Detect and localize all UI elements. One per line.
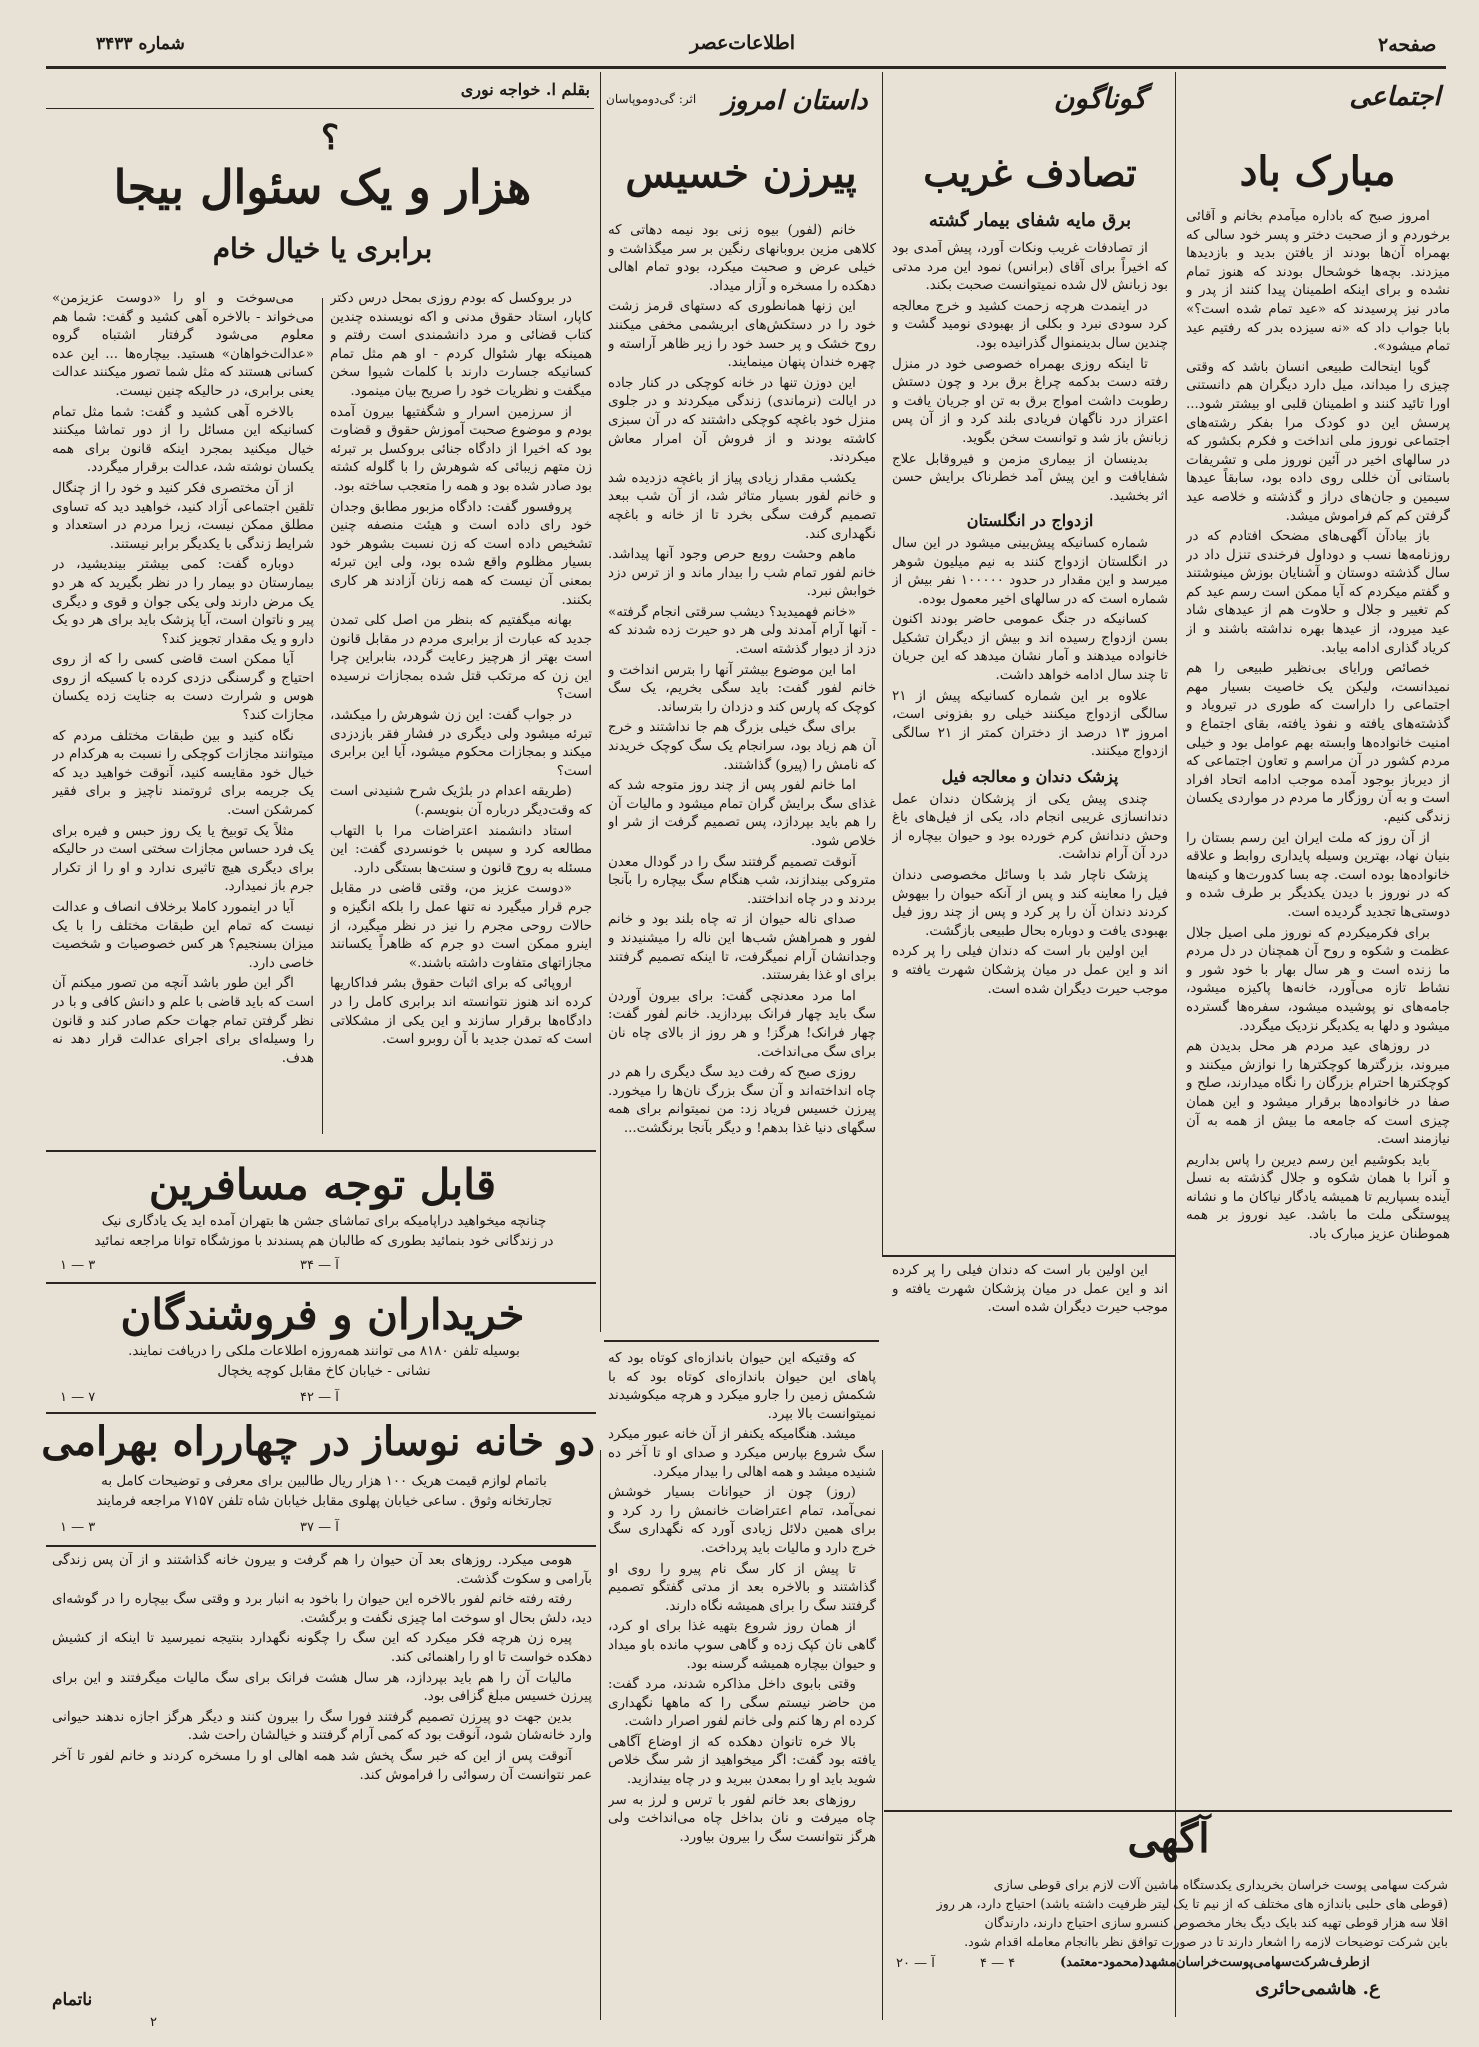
ad-line: چنانچه میخواهید دراپامیکه برای تماشای جشن ها بتهران آمده اید یک یادگاری نیک	[101, 1214, 547, 1229]
ad-rule-4	[46, 1545, 596, 1547]
ad-line: شرکت سهامی پوست خراسان بخریداری یکدستگاه ماشین آلات لازم برای قوطی سازی	[993, 1877, 1448, 1892]
section-misc: گوناگون	[1053, 82, 1147, 115]
paragraph: در جواب گفت: این زن شوهرش را میکشد، تبرئه میشود ولی دیگری در فشار فقر بازدزدی میکند و بمجازات محکوم میشود، آیا این برابری است؟	[330, 708, 592, 779]
paragraph: این دوزن تنها در خانه کوچکی در کنار جاده در ایالت (نرماندی) زندگی میکردند و در جلوی منزل خود باغچه کوچکی داشتند که در آن سبزی کاشته بودند و از فروش آن امرار معاش میکردند.	[608, 375, 876, 466]
ad-line: (قوطی های حلبی باندازه های مختلف که از نیم تا یک لیتر ظرفیت داشته باشد) احتیاج دارد، هر روز	[936, 1896, 1448, 1911]
paragraph: از سرزمین اسرار و شگفتیها بیرون آمده بودم و موضوع صحبت آموزش حقوق و قضاوت بود که اخیرا از دادگاه جنائی بروکسل بر تبرئه زن متهم زیبائی که شوهرش را با گلوله کشته بود صادر شده بود و همه را متعجب ساخته بود.	[330, 404, 592, 494]
ad-code: ۳ — ۱	[60, 1520, 96, 1535]
masthead-rule	[46, 66, 1446, 69]
paragraph: از تصادفات غریب ونکات آورد، پیش آمدی بود که اخیراً برای آقای (برانس) نمود این مرد مدتی بود زبانش لال شده نمیتوانست صحبت بکند.	[892, 241, 1168, 294]
story-bottom-rule	[604, 1340, 879, 1342]
paragraph: بدینسان از بیماری مزمن و فیروقابل علاج شفایافت و این پیش آمد خطرناک برایش حسن اثر بخشید.	[892, 451, 1168, 504]
paragraph: استاد دانشمند اعتراضات مرا با التهاب مطالعه کرد و سپس با خونسردی گفت: این مسئله به روح قانون و سنت‌ها بستگی دارد.	[330, 823, 592, 876]
ad-rule-2	[46, 1282, 596, 1284]
notice-rule-top	[884, 1810, 1452, 1812]
paragraph: تا پیش از کار سگ نام پیرو را روی او گذاشتند و بالاخره بعد از مدتی گفتگو تصمیم گرفتند سگ را برای همیشه نگاه دارند.	[608, 1561, 876, 1614]
paragraph: باید بکوشیم این رسم دیرین را پاس بداریم و آنرا با همان شکوه و جلال گذشته به نسل آینده بسپاریم تا همیشه یادگار نیاکان ما و نشانه پیوستگی ملت ما باشد. عید نوروز بر همه هموطنان عزیز مبارک باد.	[1186, 1152, 1450, 1243]
ad-line: نشانی - خیابان کاخ مقابل کوچه یخچال	[217, 1364, 431, 1379]
article-title-accident: تصادف غریب	[923, 150, 1137, 195]
section-story: داستان امروز	[722, 86, 868, 116]
paragraph: از همان روز شروع بتهیه غذا برای او کرد، گاهی نان کپک زده و گاهی سوپ مانده باو میداد و حیوان بیچاره همیشه گرسنه بود.	[608, 1619, 876, 1672]
divider-inner	[322, 298, 323, 1134]
article-body-questions-left	[52, 290, 314, 1135]
paragraph: مالیات آن را هم باید بپردازد، هر سال هشت فرانک برای سگ مالیات میگرفتند و این برای پیرزن خسیس مبلغ گزافی بود.	[52, 1670, 592, 1705]
paragraph: این زنها همانطوری که دستهای قرمز زشت خود را در دستکش‌های ابریشمی مخفی میکنند روح خشک و پر حسد خود را زیر ظاهر آراسته و چهره خندان پنهان مینمایند.	[608, 299, 876, 371]
ad-passengers-text	[56, 1212, 592, 1252]
divider-1	[1175, 72, 1176, 2017]
paragraph: خانم (لفور) بیوه زنی بود نیمه دهاتی که کلاهی مزین بروبانهای رنگین بر سر میگذاشت و خیلی عرض و صحبت میکرد، بودو تمام اهالی دهکده را مسخره و آزار میداد.	[608, 223, 876, 294]
paragraph: روزهای بعد خانم لفور با ترس و لرز به سر چاه میرفت و نان بداخل چاه می‌انداخت ولی هرگز نتوانست سگ را بیرون بیاورد.	[608, 1792, 876, 1845]
ad-line: اقلا سه هزار قوطی تهیه کند بایک دیگ بخار مخصوص کنسرو سازی احتیاج دارند، دارندگان	[984, 1915, 1448, 1930]
paragraph: اما مرد معدنچی گفت: برای بیرون آوردن سگ باید چهار فرانک بپردازید. خانم لفور گفت: چهار فرانک! هرگز! و هر روز از بالای چاه نان برای سگ می‌انداخت.	[608, 988, 876, 1060]
article-subtitle-equality: برابری یا خیال خام	[212, 232, 433, 265]
article-title-mobarak: مبارک باد	[1239, 148, 1396, 195]
paragraph: کسانیکه در جنگ عمومی حاضر بودند اکنون بسن ازدواج رسیده اند و بیش از دیگران تشکیل خانواده میدهند و آمار نشان میدهد که این جریان تا چند سال ادامه خواهد داشت.	[892, 612, 1168, 684]
ad-title-passengers: قابل توجه مسافرین	[148, 1160, 497, 1209]
misc-bottom	[892, 1262, 1168, 1802]
paragraph: پزشک ناچار شد با وسائل مخصوصی دندان فیل را معاینه کند و پس از آنکه حیوان را بیهوش کردند دندان آن را پر کرد و پس از چند روز فیل بهبودی یافت و دوباره بحال طبیعی بازگشت.	[892, 868, 1168, 939]
paragraph: آنوقت پس از این که خبر سگ پخش شد همه اهالی او را مسخره کردند و خانم لفور تا آخر عمر نتوانست آن رسوائی را فراموش کند.	[52, 1748, 592, 1783]
paragraph: روزی صبح که رفت دید سگ دیگری را هم در چاه انداخته‌اند و آن سگ بزرگ نان‌ها را میخورد. پیرزن خسیس فریاد زد: من نمیتوانم برای همه سگهای دنیا غذا بدهم! و دیگر بآنجا برنگشت...	[608, 1065, 876, 1136]
article-body-story	[608, 222, 876, 1322]
paragraph: اما خانم لفور پس از چند روز متوجه شد که غذای سگ برایش گران تمام میشود و مالیات آن را هم باید بپردازد، پس تصمیم گرفت از شر او خلاص شود.	[608, 778, 876, 849]
paragraph: علاوه بر این شماره کسانیکه پیش از ۲۱ سالگی ازدواج میکنند خیلی رو بفزونی است، امروز ۱۳ درصد از دختران کمتر از ۲۱ سالگی ازدواج میکنند.	[892, 688, 1168, 760]
paragraph: (طریقه اعدام در بلژیک شرح شنیدنی است که وقت‌دیگر درباره آن بنویسم.)	[330, 784, 592, 819]
issue-number: شماره ۳۴۳۳	[96, 34, 185, 54]
paragraph: می‌سوخت و او را «دوست عزیزمن» می‌خواند - بالاخره آهی کشید و گفت: شما هم معلوم می‌شود گرفتار اشتباه گروه «عدالت‌خواهان» هستید. بیچاره‌ها ... این عده کسانی هستند که مثل شما تصور میکنند عدالت یعنی برابری، در حالیکه چنین نیست.	[52, 291, 314, 399]
paragraph: بدین جهت دو پیرزن تصمیم گرفتند فورا سگ را بیرون کنند و دیگر هرگز اجازه ندهند حیوانی وارد خانه‌شان شود، آنوقت بود که کمی آرام گرفتند و خیالشان راحت شد.	[52, 1709, 592, 1744]
ad-title-buyers: خریداران و فروشندگان	[120, 1290, 525, 1339]
article-body-misc	[892, 240, 1168, 1245]
paragraph: برای فکرمیکردم که نوروز ملی اصیل جلال عظمت و شکوه و روح آن همچنان در دل مردم ما زنده است و هر سال بهار با خود شور و نشاط تازه می‌آورد، خانه‌ها پاکیزه میشود، جامه‌های نو پوشیده میشود، سفره‌ها گسترده میشود و دلها به یکدیگر نزدیک میگردد.	[1186, 925, 1450, 1034]
article-title-questions: هزار و یک سئوال بیجا	[113, 160, 532, 214]
paragraph: نگاه کنید و بین طبقات مختلف مردم که میتوانند مجازات کوچکی را نسبت به هرکدام در خیال خود مقایسه کنید، آنوقت خواهید دید که یک جریمه برای ثروتمند ناچیز و برای فقیر کمرشکن است.	[52, 728, 314, 819]
paragraph: تا اینکه روزی بهمراه خصوصی خود در منزل رفته دست بدکمه چراغ برق برد و چون دستش رطوبت داشت امواج برق به تن او جریان یافت و اعتراز درد ناگهان فریادی بلند کرد و از آن پس زبانش باز شد و توانست سخن بگوید.	[892, 356, 1168, 446]
paragraph: ماهم وحشت روبع حرص وجود آنها پیداشد. خانم لفور تمام شب را بیدار ماند و از ترس دزد خوابش نبرد.	[608, 547, 876, 600]
notice-rule	[882, 1255, 1175, 1257]
ad-line: در زندگانی خود بنمائید بطوری که طالبان هم پسندند با موزشگاه توانا مراجعه نمائید	[94, 1234, 554, 1249]
story-bottom	[608, 1350, 876, 2010]
paragraph: (روز) چون از حیوانات بسیار خوشش نمی‌آمد، تمام اعتراضات خانمش را رد کرد و برای همین دلائل زیادی آورد که نگهداری سگ خرج دارد و مالیات باید پرداخت.	[608, 1485, 876, 1556]
ad-line: باین شرکت توضیحات لازمه را اشعار دارند تا در صورت توافق نظر باانجام معامله اقدام شود.	[964, 1934, 1448, 1949]
paragraph: پروفسور گفت: دادگاه مزبور مطابق وجدان خود رای داده است و هیئت منصفه چنین تشخیص داده است که زن نسبت بشوهر خود بسیار مظلوم واقع شده بود، ولی این تبرئه بمعنی آن نیست که همه زنان آزادند هر کاری بکنند.	[330, 499, 592, 608]
paragraph: برای سگ خیلی بزرگ هم جا نداشتند و خرج آن هم زیاد بود، سرانجام یک سگ کوچک خریدند که نامش را (پیرو) گذاشتند.	[608, 720, 876, 773]
byline-rule	[46, 108, 594, 109]
paragraph: خصائص ورایای بی‌نظیر طبیعی را هم نمیدانست، ولیکن یک خاصیت بسیار مهم اجتماعی را داراست که طوری در تیرویاد و گذشته‌های یافته و نفوذ یافته، بقای اجتماع و امنیت خانواده‌ها وابسته بهم عوامل بود و خیلی مردم کشور در آن مراسم و تعاون اجتماعی که از دیرباز بوجود آمده موجب ادامه اتحاد افراد است و به آن روزگار ما مردم در مواردی یکسان زندگی کنیم.	[1186, 661, 1450, 825]
notice-signature: ازطرف‌شرکت‌سهامی‌پوست‌خراسان‌مشهد(محمود-معتمد)	[1060, 1955, 1370, 1970]
divider-3	[600, 72, 601, 1332]
ad-buyers-text	[56, 1342, 592, 1382]
paragraph: اروپائی که برای اثبات حقوق بشر فداکاریها کرده اند هنوز نتوانسته اند برابری کامل را در دادگاه‌ها برقرار سازند و این یکی از مشکلاتی است که تمدن جدید با آن روبرو است.	[330, 976, 592, 1048]
paragraph: پیره زن هرچه فکر میکرد که این سگ را چگونه نگهدارد بنتیجه نمیرسید تا اینکه از کشیش دهکده خواست تا او را راهنمائی کند.	[52, 1631, 592, 1665]
ad-code: آ — ۳۷	[300, 1520, 339, 1535]
author-hashemi: ع. هاشمی‌حائری	[1255, 1978, 1380, 1999]
paragraph: بهانه میگفتیم که بنظر من اصل کلی تمدن جدید که عبارت از برابری مردم در مقابل قانون است بهتر از هرچیز رعایت گردد، بنابراین چرا این زن که مرتکب قتل شده بمجازات نرسیده است؟	[330, 613, 592, 703]
paragraph: باز بیادآن آگهی‌های مضحک افتادم که در روزنامه‌ها نسب و دوداول فرخندی تنزل داد در سال گذشته دوستان و آشنایان بوزش مینوشتند و گفتم میکردم که آیا ممکن است رسم عید کم کم تغییر و جلال و حلاوت هم از عید‌های شاد عید میرود، از عیدها بهره نداشته باشند و از کریاد گذاری ادامه بیابد.	[1186, 529, 1450, 656]
question-mark: ؟	[320, 118, 340, 158]
paragraph: اگر این طور باشد آنچه من تصور میکنم آن است که باید قاضی با علم و دانش کافی و با در نظر گرفتن تمام جهات حکم صادر کند و قانون را وسیله‌ای برای اجرای عدالت قرار دهد نه هدف.	[52, 976, 314, 1066]
byline-khajeh-nouri: بقلم ا. خواجه نوری	[460, 80, 590, 99]
paragraph: که وقتیکه این حیوان باندازه‌ای کوتاه بود که پاهای این حیوان باندازه‌ای کوتاه بود که با شکمش زمین را جارو میکرد و هرچه میکوشیدند نمیتوانست بالا بپرد.	[608, 1351, 876, 1422]
ad-code: آ — ۲۰	[896, 1956, 935, 1971]
section-social: اجتماعی	[1349, 82, 1441, 112]
paragraph: هومی میکرد. روزهای بعد آن حیوان را هم گرفت و بیرون خانه گذاشتند و از آن پس زندگی بآرامی و سکوت گذشت.	[52, 1553, 592, 1587]
paper-name: اطلاعات‌عصر	[690, 32, 796, 54]
divider-4	[600, 1450, 601, 2020]
divider-2	[882, 72, 883, 1257]
paragraph: در اینمدت هرچه زحمت کشید و خرج معالجه کرد سودی نبرد و بکلی از بهبودی نومید گشت و چندین سال بدینمنوال گذرانیده بود.	[892, 298, 1168, 351]
ad-code: ۴ — ۴	[980, 1956, 1016, 1971]
ad-code: ۳ — ۱	[60, 1258, 96, 1273]
paragraph: دوباره گفت: کمی بیشتر بیندیشید، در بیمارستان دو بیمار را در نظر بگیرید که هر دو یک مرض دارند ولی یکی جوان و قوی و دیگری پیر و ناتوان است، آیا پزشک باید برای هر دو یک دارو و یک مقدار تجویز کند؟	[52, 557, 314, 647]
questions-bottom	[52, 1552, 592, 1992]
article-body-questions-right	[330, 290, 592, 1135]
article-subtitle-electric: برق مایه شفای بیمار گشته	[928, 210, 1132, 231]
paragraph: در بروکسل که بودم روزی بمحل درس دکتر کاپار، استاد حقوق مدنی و اکه نویسنده چندین کتاب قضائی و مرد دانشمندی است رفتم و همینکه بهار شئوال کردم - او هم مثل تمام کسانیکه جسارت دارند با کلمات شیوا سخن میگفت و نظریات خود را صریح بیان مینمود.	[330, 291, 592, 399]
paragraph: آیا ممکن است قاضی کسی را که از روی احتیاج و گرسنگی دزدی کرده با کسیکه از روی هوس و شرارت دست به جنایت زده یکسان مجازات کند؟	[52, 652, 314, 724]
paragraph: این اولین بار است که دندان فیلی را پر کرده اند و این عمل در میان پزشکان شهرت یافته و موجب حیرت دیگران شده است.	[892, 944, 1168, 997]
paragraph: یکشب مقدار زیادی پیاز از باغچه دزدیده شد و خانم لفور بسیار متاثر شد، از آن شب ببعد تصمیم گرفت سگی بخرد تا از خانه و باغچه نگهداری کند.	[608, 470, 876, 542]
subheading-dentist: پزشک دندان و معالجه فیل	[941, 767, 1119, 787]
article-title-miser: پیرزن خسیس	[625, 150, 857, 197]
continued-label: ناتمام	[52, 1990, 93, 2010]
ad-line: تجارتخانه وثوق . ساعی خیابان پهلوی مقابل خیابان شاه تلفن ۷۱۵۷ مراجعه فرمایند	[96, 1494, 552, 1509]
page-number: صفحه۲	[1378, 34, 1437, 56]
paragraph: میشد. هنگامیکه یکنفر از آن خانه عبور میکرد سگ شروع بپارس میکرد و صدای او تا آخر ده شنیده میشد و همه اهالی را بیدار میکرد.	[608, 1427, 876, 1480]
ad-code: ۷ — ۱	[60, 1390, 96, 1405]
ad-rule-3	[46, 1412, 596, 1414]
paragraph: «دوست عزیز من، وقتی قاضی در مقابل جرم قرار میگیرد نه تنها عمل را بلکه انگیزه و حالات روحی مجرم را نیز در نظر میگیرد، از اینرو ممکن است دو جرم که ظاهراً یکسانند مجازاتهای متفاوت داشته باشند.»	[330, 881, 592, 971]
paragraph: این اولین بار است که دندان فیلی را پر کرده اند و این عمل در میان پزشکان شهرت یافته و موجب حیرت دیگران شده است.	[892, 1263, 1168, 1316]
paragraph: چندی پیش یکی از پزشکان دندان عمل دندانسازی غریبی انجام داد، یکی از فیل‌های باغ وحش دندانش کرم خورده بود و حیوان بیچاره از درد آن آرام نداشت.	[892, 791, 1168, 863]
paragraph: بالاخره آهی کشید و گفت: شما مثل تمام کسانیکه این مسائل را از دور تماشا میکنند خیال میکنید بمجرد اینکه قانون برای همه یکسان نوشته شد، عدالت برقرار میگردد.	[52, 404, 314, 476]
footer-mark: ۲	[150, 2015, 157, 2030]
paragraph: صدای ناله حیوان از ته چاه بلند بود و خانم لفور و همراهش شب‌ها این ناله را میشنیدند و وجدانشان آرام نمیگرفت، تا اینکه تصمیم گرفتند برای او غذا بفرستند.	[608, 912, 876, 984]
paragraph: بالا خره تانوان دهکده که از اوضاع آگاهی یافته بود گفت: اگر میخواهید از شر سگ خلاص شوید باید او را بمعدن ببرید و در چاه بیندازید.	[608, 1734, 876, 1788]
ad-code: آ — ۴۲	[300, 1390, 339, 1405]
ad-title-houses: دو خانه نوساز در چهارراه بهرامی	[41, 1418, 595, 1465]
article-body-social	[1186, 208, 1450, 1970]
paragraph: آیا در اینمورد کاملا برخلاف انصاف و عدالت نیست که تمام این طبقات مختلف را با یک میزان بسنجیم؟ هر کس خصوصیات و شخصیت خاصی دارد.	[52, 900, 314, 971]
ad-code: آ — ۳۴	[300, 1258, 339, 1273]
story-author: اثر: گی‌دوموپاسان	[606, 92, 697, 106]
paragraph: شماره کسانیکه پیش‌بینی میشود در این سال در انگلستان ازدواج کنند به نیم میلیون شوهر میرسد و این مقدار در حدود ۱۰۰۰۰۰ نفر بیش از شماره است که در سالهای اخیر معمول بوده.	[892, 535, 1168, 607]
ad-line: باتمام لوازم قیمت هریک ۱۰۰ هزار ریال طالبین برای معرفی و توضیحات کامل به	[101, 1474, 547, 1489]
paragraph: «خانم فهمیدید؟ دیشب سرقتی انجام گرفته» - آنها آرام آمدند ولی هر دو حیرت زده شدند که دزد از دیوار گذشته است.	[608, 604, 876, 658]
paragraph: از آن روز که ملت ایران این رسم بستان را بنیان نهاد، بهترین وسیله پایداری روابط و علاقه خانواده‌ها بوده است. چه بسا کدورت‌ها و کینه‌ها که در نوروز با دیدن یکدیگر بر طرف شده و دوستی‌ها تجدید گردیده است.	[1186, 830, 1450, 920]
paragraph: اما این موضوع بیشتر آنها را بترس انداخت و خانم لفور گفت: باید سگی بخریم، یک سگ کوچک که پارس کند و دزدان را بترساند.	[608, 662, 876, 715]
paragraph: از آن مختصری فکر کنید و خود را از چنگال تلقین اجتماعی آزاد کنید، خواهید دید که تساوی مطلق ممکن نیست، زیرا مردم در استعداد و شرایط زندگی با یکدیگر برابر نیستند.	[52, 480, 314, 552]
ad-line: بوسیله تلفن ۸۱۸۰ می توانند همه‌روزه اطلاعات ملکی را دریافت نمایند.	[128, 1344, 520, 1359]
ad-notice-text	[890, 1875, 1448, 1951]
subheading-marriage: ازدواج در انگلستان	[966, 511, 1094, 531]
paragraph: مثلاً یک توبیخ یا یک روز حبس و فیره برای یک فرد حساس مجازات سختی است در حالیکه برای دیگری هیچ تاثیری ندارد و او را از تکرار جرم باز نمیدارد.	[52, 823, 314, 895]
paragraph: امروز صبح که باداره میآمدم بخانم و آقائی برخوردم و از صحبت دختر و پسر خود سالی که بهمراه آن‌ها بودند از یافتن بدید و بازدیدها میزدند. بچه‌ها خوشحال بودند که هنوز تمام نشده و برای اینکه اطمینان پیدا کنند از پدر و مادر نیز پرسیدند که «عید تمام شده است؟» بابا جواب داد که «نه سیزده بدر که رفتیم عید تمام میشود».	[1186, 209, 1450, 355]
ad-rule-1	[46, 1150, 596, 1152]
paragraph: در روز‌های عید مردم هر محل بدیدن هم میروند، بزرگترها کوچکترها را نوازش میکنند و کوچکترها احترام بزرگان را نگاه میدارند، صلح و صفا در خانواده‌ها برقرار میشود و این همان چیزی است که جامعه ما بیش از همه به آن نیازمند است.	[1186, 1039, 1450, 1148]
divider-5	[882, 1450, 883, 2020]
paragraph: گویا اینحالت طبیعی انسان باشد که وقتی چیزی را میداند، میل دارد دیگران هم دانستنی اورا تائید کنند و اطمینان قلبی او بیشتر شود... پرسش این دو کودک مرا بفکر رشته‌های اجتماعی نوروز ملی انداخت و فکرم بکشور که در سالهای اخیر در آئین نوروز ملی و تشریفات باستانی آن خللی روی داده بود، سابقاً عیدها سیمین و جان‌های دراز و گذشته و خلاصه عید گرفتن کم کم فراموش میشد.	[1186, 359, 1450, 524]
paragraph: وقتی بابوی داخل مذاکره شدند، مرد گفت: من حاضر نیستم سگی را که ماهها نگهداری کرده ام رها کنم ولی خانم لفور اصرار داشت.	[608, 1677, 876, 1730]
paragraph: رفته رفته خانم لفور بالاخره این حیوان را باخود به انبار برد و وقتی سگ بیچاره را در گوشه‌ای دید، دلش بحال او سوخت اما چیزی نگفت و برگشت.	[52, 1592, 592, 1626]
ad-title-notice: آگهی	[1127, 1815, 1210, 1862]
paragraph: آنوقت تصمیم گرفتند سگ را در گودال معدن متروکی بیندازند، شب هنگام سگ بیچاره را بآنجا بردند و در چاه انداختند.	[608, 854, 876, 907]
ad-houses-text	[56, 1472, 592, 1512]
